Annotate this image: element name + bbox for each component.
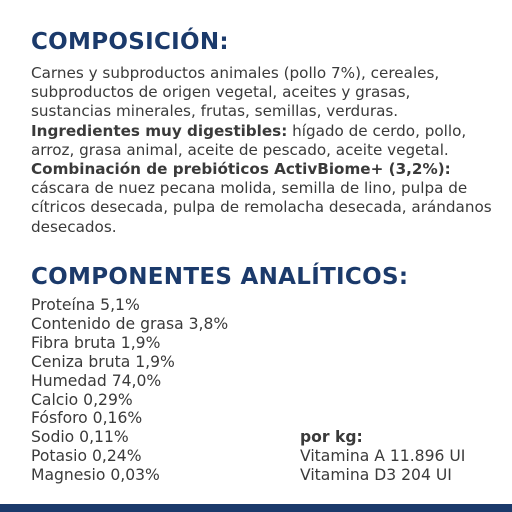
analytics-heading: COMPONENTES ANALÍTICOS:: [31, 264, 409, 290]
analytics-item-fiber: Fibra bruta 1,9%: [31, 333, 161, 352]
analytics-item-ash: Ceniza bruta 1,9%: [31, 352, 175, 371]
analytics-item-phosphorus: Fósforo 0,16%: [31, 409, 143, 428]
per-kg-label: por kg:: [300, 428, 363, 446]
per-kg-vitamin-d3: Vitamina D3 204 UI: [300, 465, 452, 484]
analytics-list: [31, 296, 228, 485]
analytics-item-calcium: Calcio 0,29%: [31, 390, 133, 409]
per-kg-vitamin-a: Vitamina A 11.896 UI: [300, 446, 466, 465]
composition-bold-digestible: Ingredientes muy digestibles:: [31, 121, 288, 140]
composition-text-1: Carnes y subproductos animales (pollo 7%), cereales, subproductos de origen vegetal, aceites y grasas, sustancias minerales, frutas, semillas, verduras.: [31, 64, 440, 121]
analytics-item-moisture: Humedad 74,0%: [31, 371, 162, 390]
composition-text-3: cáscara de nuez pecana molida, semilla de lino, pulpa de cítricos desecada, pulpa de remolacha desecada, arándanos desecados.: [31, 179, 492, 236]
composition-bold-prebiotics: Combinación de prebióticos ActivBiome+ (3,2%):: [31, 160, 451, 179]
composition-text-2: hígado de cerdo, pollo, arroz, grasa animal, aceite de pescado, aceite vegetal.: [31, 121, 467, 159]
footer-bar: [0, 504, 512, 512]
analytics-item-fat: Contenido de grasa 3,8%: [31, 314, 229, 333]
analytics-item-sodium: Sodio 0,11%: [31, 428, 129, 447]
analytics-item-magnesium: Magnesio 0,03%: [31, 466, 160, 485]
composition-heading: COMPOSICIÓN:: [31, 29, 229, 55]
per-kg-list: [300, 428, 465, 485]
analytics-item-protein: Proteína 5,1%: [31, 296, 140, 314]
composition-paragraph: [31, 64, 493, 237]
analytics-item-potassium: Potasio 0,24%: [31, 447, 142, 466]
